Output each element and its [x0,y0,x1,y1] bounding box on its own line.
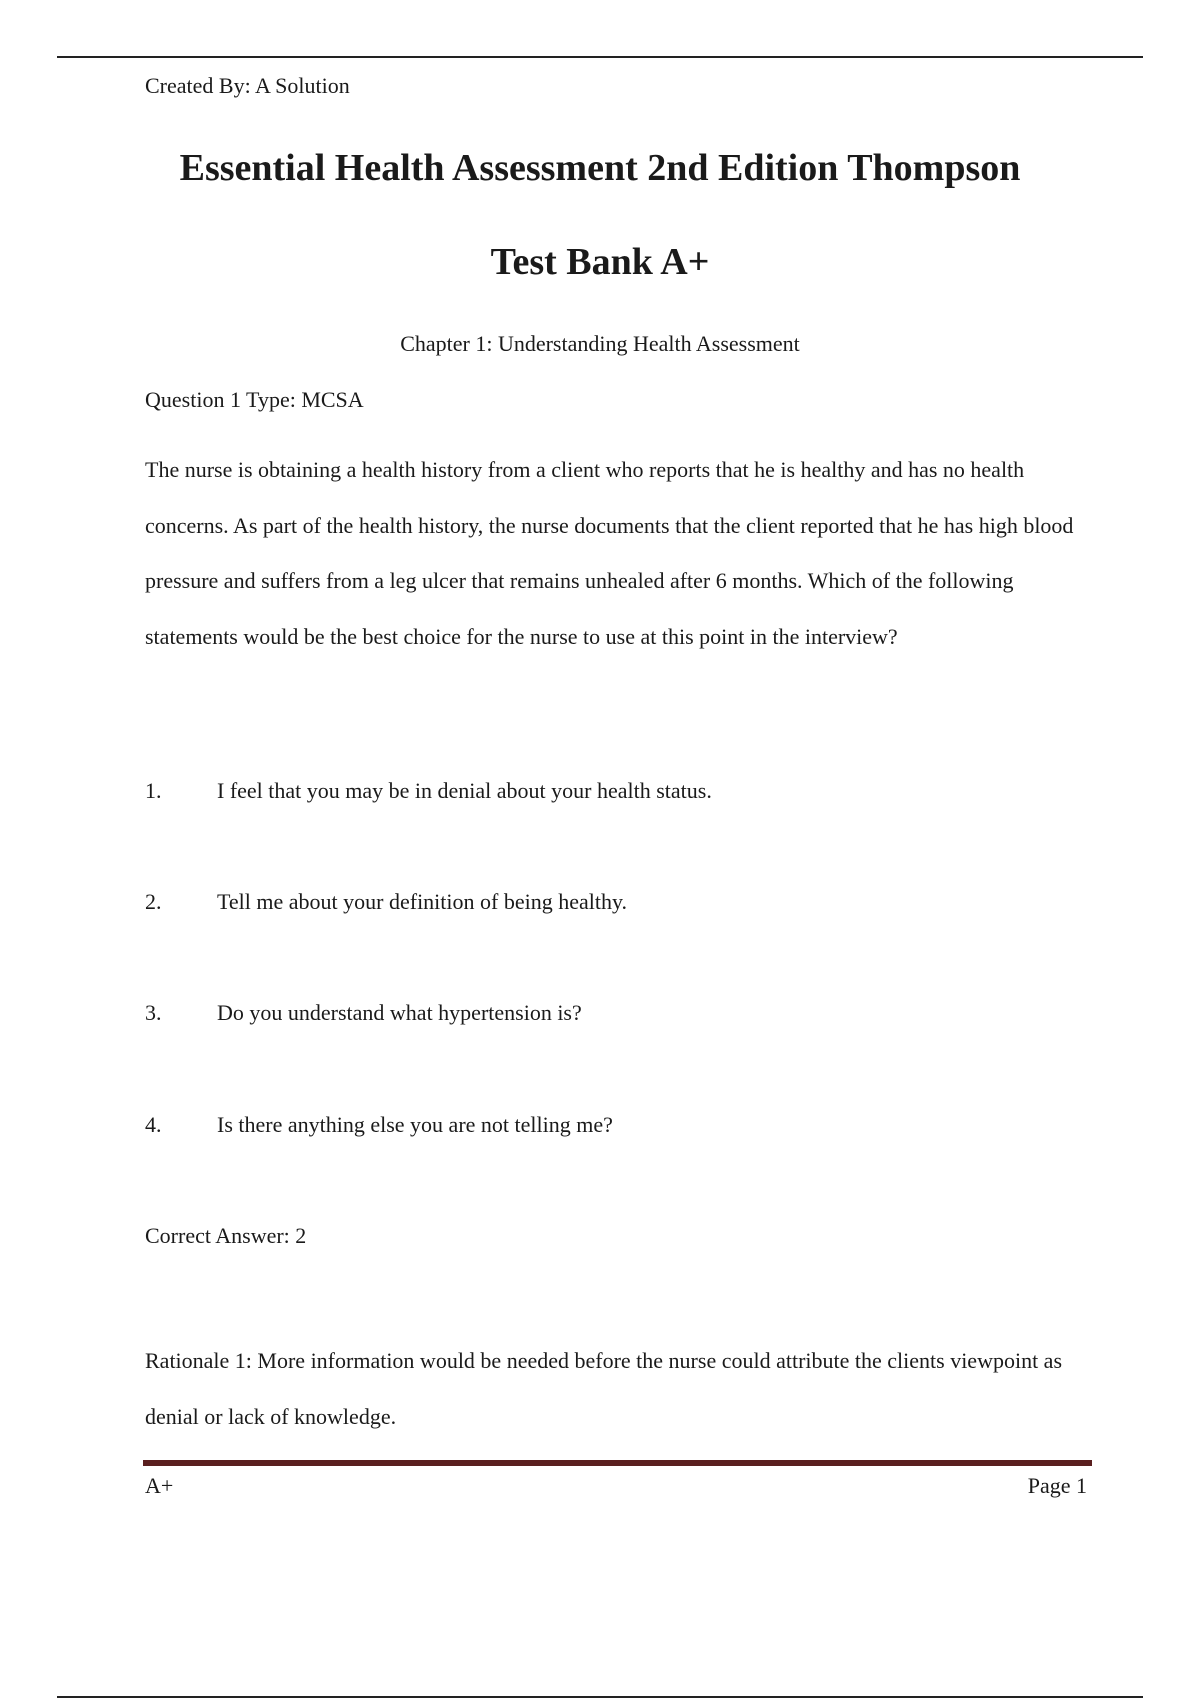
option-text: Is there anything else you are not telling me? [217,1112,613,1137]
option-number: 4. [145,1112,162,1137]
question-label: Question 1 Type: MCSA [145,387,364,412]
top-rule [57,56,1143,58]
footer-rule [143,1460,1092,1466]
option-text: I feel that you may be in denial about your health status. [217,778,712,803]
answer-option-3 [145,999,1105,1027]
answer-option-1 [145,777,1105,805]
document-title-line-2: Test Bank A+ [490,241,710,283]
option-text: Do you understand what hypertension is? [217,1000,582,1025]
chapter-heading: Chapter 1: Understanding Health Assessment [400,331,800,356]
option-number: 2. [145,889,162,914]
answer-option-4 [145,1111,1105,1139]
answer-option-2 [145,888,1105,916]
bottom-rule [57,1696,1143,1698]
option-number: 3. [145,1000,162,1025]
created-by-header: Created By: A Solution [145,73,350,98]
correct-answer: Correct Answer: 2 [145,1223,307,1248]
option-text: Tell me about your definition of being healthy. [217,889,628,914]
question-stem: The nurse is obtaining a health history from a client who reports that he is healthy and has no health concerns. As part of the health history, the nurse documents that the client reported that he has high blood pressure and suffers from a leg ulcer that remains unhealed after 6 months. Which of the following statements would be the best choice for the nurse to use at this point in the interview? [145,457,1074,649]
document-title-line-1: Essential Health Assessment 2nd Edition Thompson [179,147,1021,189]
option-number: 1. [145,778,162,803]
footer-left-text: A+ [145,1473,174,1498]
page-number: Page 1 [1027,1473,1087,1498]
rationale-text: Rationale 1: More information would be needed before the nurse could attribute the clients viewpoint as denial or lack of knowledge. [145,1348,1063,1429]
